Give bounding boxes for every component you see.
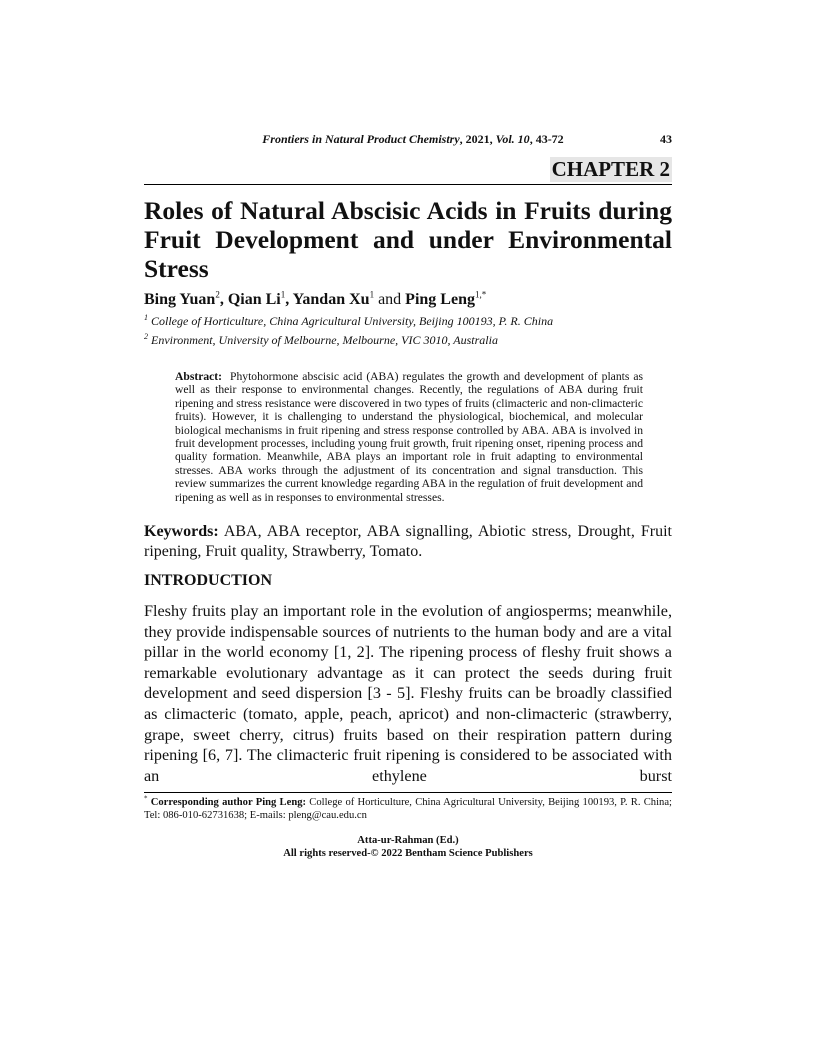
- page-title: Roles of Natural Abscisic Acids in Fruits during Fruit Development and under Environmental Stress: [144, 196, 672, 283]
- journal-name: Frontiers in Natural Product Chemistry: [262, 132, 460, 146]
- author-sup: 1,*: [474, 289, 487, 300]
- keywords-text: ABA, ABA receptor, ABA signalling, Abiotic stress, Drought, Fruit ripening, Fruit quality, Strawberry, Tomato.: [144, 523, 672, 561]
- year: , 2021,: [459, 132, 496, 146]
- author-name: Ping Leng: [405, 291, 475, 308]
- chapter-label: CHAPTER 2: [551, 157, 670, 181]
- affiliation-sup: 2: [144, 332, 148, 341]
- author-sup: 1: [369, 289, 375, 300]
- abstract: [175, 370, 643, 504]
- author-sep: ,: [219, 291, 228, 308]
- footnote: [144, 796, 672, 822]
- running-header: [144, 132, 672, 147]
- header-divider: [144, 184, 672, 185]
- chapter-row: [144, 157, 672, 184]
- affiliation-text: College of Horticulture, China Agricultural University, Beijing 100193, P. R. China: [148, 314, 554, 328]
- abstract-text: Phytohormone abscisic acid (ABA) regulates the growth and development of plants as well as their response to environmental changes. Recently, the regulations of ABA during fruit ripening and stress resistance were discovered in two types of fruits (climacteric and non-climacteric fruits). However, it is challenging to understand the physiological, biochemical, and molecular biological mechanisms in fruit ripening and stress response controlled by ABA. ABA is involved in fruit development processes, including young fruit growth, fruit ripening onset, ripening process and quality formation. Meanwhile, ABA plays an important role in fruit adapting to environmental stresses. ABA works through the adjustment of its concentration and signal transduction. This review summarizes the current knowledge regarding ABA in the regulation of fruit development and ripening as well as in responses to environmental stresses.: [175, 370, 644, 504]
- editor: Atta-ur-Rahman (Ed.): [357, 835, 459, 847]
- footnote-divider: [144, 792, 672, 793]
- footnote-label: Corresponding author Ping Leng:: [147, 797, 307, 809]
- body-paragraph: Fleshy fruits play an important role in the evolution of angiosperms; meanwhile, they provide indispensable sources of nutrients to the human body and are a vital pillar in the world economy [1, 2]. The ripening process of fleshy fruit shows a remarkable evolutionary advantage as it can protect the seeds during fruit development and seed dispersion [3 - 5]. Fleshy fruits can be broadly classified as climacteric (tomato, apple, peach, apricot) and non-climacteric (strawberry, grape, sweet cherry, citrus) fruits based on their respiration pattern during ripening [6, 7]. The climacteric fruit ripening is considered to be associated with an ethylene burst: [144, 602, 672, 785]
- copyright: All rights reserved-© 2022 Bentham Science Publishers: [283, 848, 533, 860]
- section-heading: INTRODUCTION: [144, 572, 273, 590]
- author-name: Yandan Xu: [292, 291, 370, 308]
- publisher-info: [144, 834, 672, 860]
- affiliation-text: Environment, University of Melbourne, Melbourne, VIC 3010, Australia: [148, 333, 498, 347]
- affiliation: [144, 332, 672, 348]
- page-range: , 43-72: [529, 132, 564, 146]
- author-name: Qian Li: [227, 291, 281, 308]
- abstract-label: Abstract:: [175, 370, 223, 383]
- keywords: [144, 522, 672, 562]
- author-list: [144, 290, 672, 310]
- keywords-label: Keywords:: [144, 523, 219, 541]
- affiliation-sup: 1: [144, 313, 148, 322]
- author-name: Bing Yuan: [144, 291, 216, 308]
- affiliation: [144, 313, 672, 329]
- author-sep: ,: [285, 291, 293, 308]
- volume: Vol. 10: [495, 132, 530, 146]
- page-column: [144, 0, 672, 900]
- author-sup: 2: [215, 289, 220, 300]
- page-number: 43: [660, 132, 672, 146]
- footnote-text: College of Horticulture, China Agricultural University, Beijing 100193, P. R. China; Tel: 086-010-62731638; E-mails: pleng@cau.edu.cn: [144, 797, 672, 822]
- footnote-sup: *: [144, 794, 148, 803]
- author-sep: and: [374, 291, 406, 308]
- author-sup: 1: [280, 289, 286, 300]
